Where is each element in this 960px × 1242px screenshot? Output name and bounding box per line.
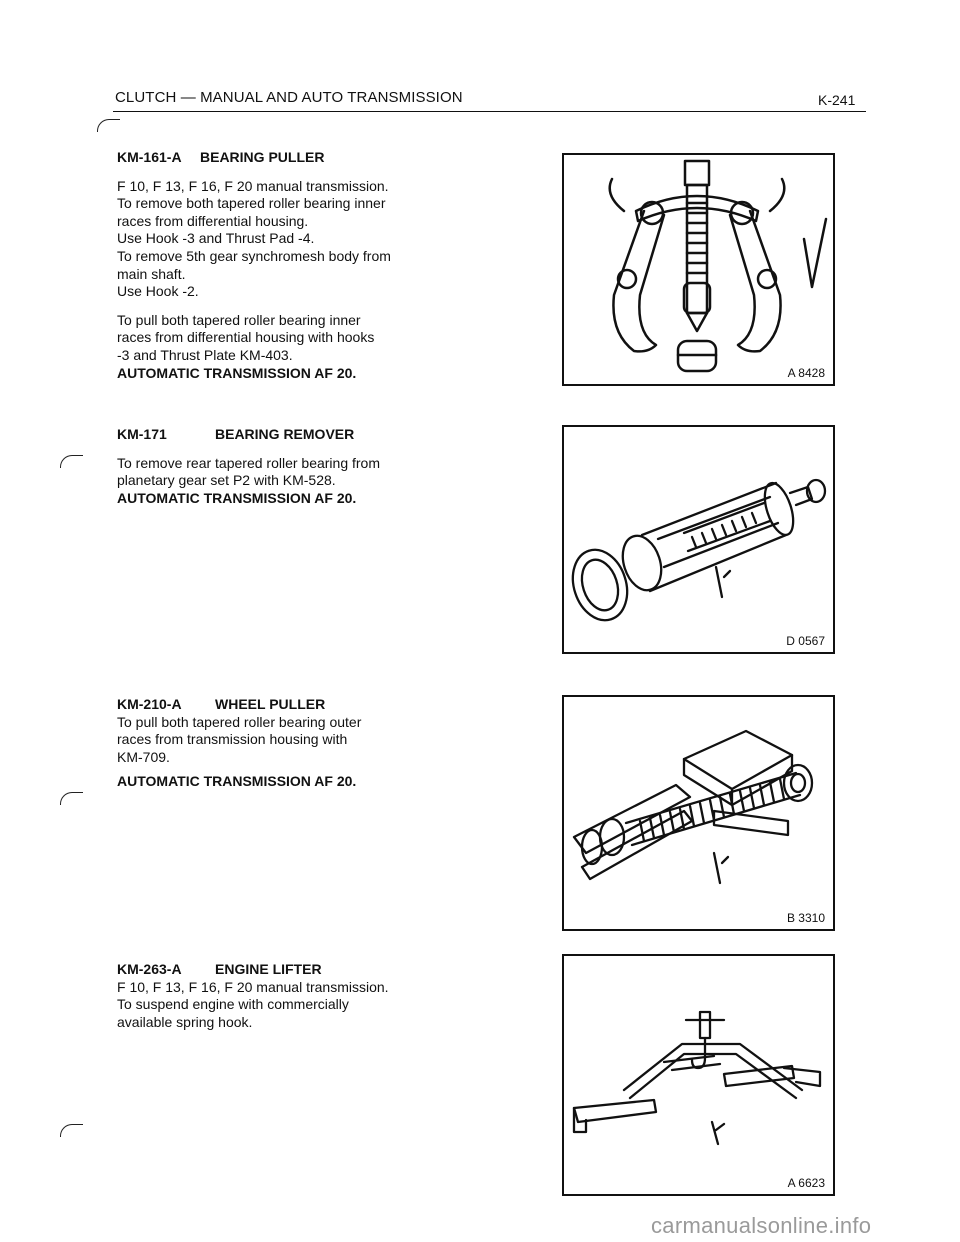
transmission-note: AUTOMATIC TRANSMISSION AF 20. [117,773,357,790]
figure-engine-lifter [562,954,835,1196]
tool-section-km-263-a [117,961,462,1031]
tool-section-km-171 [117,426,462,507]
description-line: Use Hook -2. [117,283,199,300]
description-line: To pull both tapered roller bearing inner [117,311,361,328]
description-line: To remove rear tapered roller bearing from [117,454,381,471]
description-line: To pull both tapered roller bearing outer [117,713,362,730]
page-header-title: CLUTCH — MANUAL AND AUTO TRANSMISSION [115,89,463,106]
transmission-note: AUTOMATIC TRANSMISSION AF 20. [117,489,357,506]
tool-name: WHEEL PULLER [215,696,326,712]
watermark: carmanualsonline.info [651,1213,872,1238]
tool-name: BEARING PULLER [200,149,325,165]
page-number: K-241 [818,92,856,108]
figure-label: A 6623 [787,1176,825,1190]
bearing-puller-icon [564,155,833,384]
margin-mark [60,455,83,468]
figure-bearing-puller [562,153,835,386]
tool-heading [117,696,462,714]
description-line: To suspend engine with commercially [117,996,349,1013]
description-line: races from differential housing. [117,212,309,229]
figure-wheel-puller [562,695,835,931]
description-line: available spring hook. [117,1013,253,1030]
description-line: KM-709. [117,748,170,765]
figure-label: D 0567 [786,634,825,648]
tool-section-km-161-a [117,149,462,382]
description-line: F 10, F 13, F 16, F 20 manual transmission. [117,177,389,194]
transmission-note: AUTOMATIC TRANSMISSION AF 20. [117,364,357,381]
wheel-puller-icon [564,697,833,929]
description-line: planetary gear set P2 with KM-528. [117,472,336,489]
margin-mark [60,792,83,805]
tool-code: KM-171 [117,426,167,442]
engine-lifter-icon [564,956,833,1194]
tool-heading [117,961,462,979]
description-line: races from transmission housing with [117,731,348,748]
description-line: To remove 5th gear synchromesh body from [117,247,391,264]
header-rule [113,111,866,112]
tool-name: BEARING REMOVER [215,426,355,442]
tool-code: KM-161-A [117,149,182,165]
description-line: main shaft. [117,265,186,282]
tool-heading [117,426,462,444]
description-line: -3 and Thrust Plate KM-403. [117,346,293,363]
figure-bearing-remover [562,425,835,654]
figure-label: A 8428 [787,366,825,380]
description-line: races from differential housing with hooks [117,329,375,346]
margin-mark [97,119,120,132]
figure-label: B 3310 [786,911,825,925]
tool-code: KM-263-A [117,961,182,977]
margin-mark [60,1124,83,1137]
bearing-remover-icon [564,427,833,652]
tool-section-km-210-a [117,696,462,791]
tool-name: ENGINE LIFTER [215,961,322,977]
description-line: Use Hook -3 and Thrust Pad -4. [117,230,315,247]
tool-heading [117,149,462,167]
description-line: F 10, F 13, F 16, F 20 manual transmission. [117,978,389,995]
description-line: To remove both tapered roller bearing inner [117,195,386,212]
tool-code: KM-210-A [117,696,182,712]
